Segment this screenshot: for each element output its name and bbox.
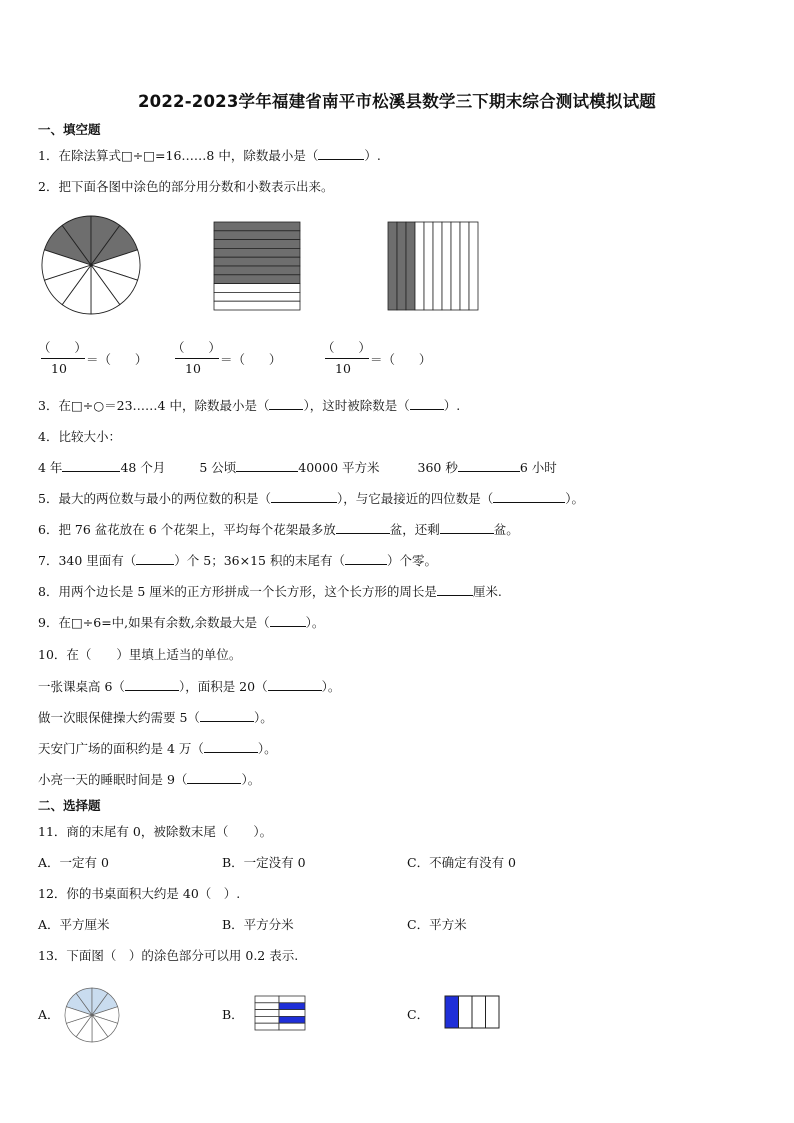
question-7-end: ）个零。 — [386, 553, 437, 568]
fraction-answer-3 — [322, 338, 442, 378]
q13-option-b[interactable]: B． — [222, 1007, 244, 1022]
denominator: 10 — [185, 361, 201, 376]
bar-cell — [279, 1010, 305, 1017]
row-strip — [214, 266, 300, 275]
column-cell — [459, 996, 473, 1028]
question-3-text-mid: ），这时被除数是（ — [303, 398, 410, 413]
question-5-end: ）。 — [565, 491, 584, 506]
compare-item: 40000 平方米 — [298, 460, 380, 475]
question-4: 4．比较大小： — [38, 429, 121, 444]
question-6-text-mid: 盆，还剩 — [389, 522, 440, 537]
decimal-blank[interactable]: ＝（ ） — [86, 352, 148, 367]
bar-cell — [279, 1023, 305, 1030]
question-1-text: 1．在除法算式□÷□=16……8 中，除数最小是（ — [38, 148, 319, 163]
unit-text: 天安门广场的面积约是 4 万（ — [38, 741, 204, 756]
question-10-line-2 — [38, 708, 273, 726]
answer-blank[interactable] — [236, 460, 298, 472]
column-strip — [460, 222, 469, 310]
numerator-blank[interactable]: （ ） — [38, 340, 87, 355]
compare-item: 6 小时 — [519, 460, 557, 475]
q13-circle-figure[interactable] — [63, 986, 121, 1044]
question-8-end: 厘米. — [472, 584, 502, 599]
q13-columns-figure[interactable] — [444, 995, 500, 1029]
answer-blank[interactable] — [204, 741, 258, 753]
section-multiple-choice: 二、选择题 — [38, 798, 101, 813]
unit-text: ）。 — [321, 679, 341, 694]
column-cell — [486, 996, 500, 1028]
column-strip — [397, 222, 406, 310]
q12-option-c[interactable]: C．平方米 — [407, 917, 467, 932]
q13-option-a[interactable]: A． — [38, 1007, 60, 1022]
unit-text: ）。 — [241, 772, 261, 787]
answer-blank[interactable] — [270, 615, 306, 627]
answer-blank[interactable] — [437, 584, 473, 596]
answer-blank[interactable] — [125, 679, 179, 691]
row-strip — [214, 231, 300, 240]
question-3-end: ）. — [443, 398, 461, 413]
bar-cell — [255, 1003, 279, 1010]
circle-sectors — [42, 216, 140, 314]
row-strip — [214, 301, 300, 310]
question-10-line-4 — [38, 770, 260, 788]
column-strip — [424, 222, 433, 310]
unit-text: ），面积是 20（ — [178, 679, 268, 694]
question-3 — [38, 396, 460, 414]
bar-cell — [255, 1016, 279, 1023]
answer-blank[interactable] — [318, 148, 364, 160]
denominator: 10 — [335, 361, 351, 376]
question-9 — [38, 613, 324, 631]
unit-text: ）。 — [257, 741, 277, 756]
question-8-text: 8．用两个边长是 5 厘米的正方形拼成一个长方形，这个长方形的周长是 — [38, 584, 437, 599]
bar-cell — [279, 1016, 305, 1023]
compare-item: 4 年 — [38, 460, 63, 475]
q12-option-a[interactable]: A．平方厘米 — [38, 917, 110, 932]
row-strip — [214, 275, 300, 284]
fraction-answer-1 — [38, 338, 158, 378]
fraction-bar — [41, 358, 85, 359]
column-strip — [433, 222, 442, 310]
answer-blank[interactable] — [458, 460, 520, 472]
column-strip — [442, 222, 451, 310]
bar-cell — [255, 996, 279, 1003]
question-6-text: 6．把 76 盆花放在 6 个花架上，平均每个花架最多放 — [38, 522, 336, 537]
question-10-line-3 — [38, 739, 277, 757]
answer-blank[interactable] — [336, 522, 390, 534]
row-strip — [214, 222, 300, 231]
question-7-text-mid: ）个 5；36×15 积的末尾有（ — [174, 553, 345, 568]
question-10-line-1 — [38, 677, 340, 695]
denominator: 10 — [51, 361, 67, 376]
answer-blank[interactable] — [493, 491, 565, 503]
question-1-end: ）. — [364, 148, 381, 163]
shaded-circle-figure — [40, 214, 142, 316]
answer-blank[interactable] — [271, 491, 337, 503]
question-12: 12．你的书桌面积大约是 40（ ）. — [38, 886, 241, 901]
decimal-blank[interactable]: ＝（ ） — [370, 352, 432, 367]
q11-option-b[interactable]: B．一定没有 0 — [222, 855, 306, 870]
answer-blank[interactable] — [269, 398, 303, 410]
row-strip — [214, 248, 300, 257]
q13-option-c[interactable]: C． — [407, 1007, 430, 1022]
compare-item: 48 个月 — [120, 460, 166, 475]
row-strip — [214, 240, 300, 249]
question-3-text: 3．在□÷○＝23……4 中，除数最小是（ — [38, 398, 270, 413]
question-5-text: 5．最大的两位数与最小的两位数的积是（ — [38, 491, 271, 506]
question-2: 2．把下面各图中涂色的部分用分数和小数表示出来。 — [38, 179, 334, 194]
unit-text: 一张课桌高 6（ — [38, 679, 125, 694]
unit-text: 小亮一天的睡眠时间是 9（ — [38, 772, 188, 787]
question-4-items — [38, 458, 557, 476]
numerator-blank[interactable]: （ ） — [322, 340, 371, 355]
compare-item: 360 秒 — [417, 460, 458, 475]
answer-blank[interactable] — [410, 398, 444, 410]
compare-item: 5 公顷 — [199, 460, 237, 475]
unit-text: 做一次眼保健操大约需要 5（ — [38, 710, 200, 725]
bar-cell — [279, 1003, 305, 1010]
question-1 — [38, 146, 381, 164]
shaded-rectangle-rows-figure — [212, 220, 302, 312]
column-strip — [406, 222, 415, 310]
answer-blank[interactable] — [440, 522, 494, 534]
question-11: 11．商的末尾有 0，被除数末尾（ ）。 — [38, 824, 273, 839]
fraction-answer-2 — [172, 338, 292, 378]
answer-blank[interactable] — [187, 772, 241, 784]
question-13: 13．下面图（ ）的涂色部分可以用 0.2 表示. — [38, 948, 299, 963]
column-cell — [472, 996, 486, 1028]
row-strip — [214, 284, 300, 293]
answer-blank[interactable] — [136, 553, 174, 565]
page-title: 2022-2023学年福建省南平市松溪县数学三下期末综合测试模拟试题 — [138, 92, 656, 111]
question-9-end: ）。 — [305, 615, 325, 630]
row-strip — [214, 292, 300, 301]
q12-option-b[interactable]: B．平方分米 — [222, 917, 294, 932]
decimal-blank[interactable]: ＝（ ） — [220, 352, 282, 367]
answer-blank[interactable] — [62, 460, 120, 472]
question-9-text: 9．在□÷6=中,如果有余数,余数最大是（ — [38, 615, 270, 630]
question-7 — [38, 551, 437, 569]
column-strip — [388, 222, 397, 310]
bar-cell — [279, 996, 305, 1003]
column-cell — [445, 996, 459, 1028]
column-strip — [469, 222, 478, 310]
unit-text: ）。 — [253, 710, 273, 725]
question-5 — [38, 489, 584, 507]
fraction-bar — [325, 358, 369, 359]
row-strip — [214, 257, 300, 266]
question-6 — [38, 520, 519, 538]
shaded-rectangle-columns-figure — [386, 220, 480, 312]
column-strip — [451, 222, 460, 310]
q11-option-a[interactable]: A．一定有 0 — [38, 855, 109, 870]
q13-bars-figure[interactable] — [254, 995, 306, 1031]
q11-option-c[interactable]: C．不确定有没有 0 — [407, 855, 516, 870]
bar-cell — [255, 1010, 279, 1017]
numerator-blank[interactable]: （ ） — [172, 340, 221, 355]
column-strip — [415, 222, 424, 310]
question-8 — [38, 582, 502, 600]
question-10: 10．在（ ）里填上适当的单位。 — [38, 647, 242, 662]
question-6-end: 盆。 — [493, 522, 519, 537]
section-fill-in: 一、填空题 — [38, 122, 101, 137]
bar-cell — [255, 1023, 279, 1030]
answer-blank[interactable] — [268, 679, 322, 691]
answer-blank[interactable] — [200, 710, 254, 722]
question-5-text-mid: ），与它最接近的四位数是（ — [336, 491, 494, 506]
question-7-text: 7．340 里面有（ — [38, 553, 137, 568]
answer-blank[interactable] — [345, 553, 387, 565]
fraction-bar — [175, 358, 219, 359]
